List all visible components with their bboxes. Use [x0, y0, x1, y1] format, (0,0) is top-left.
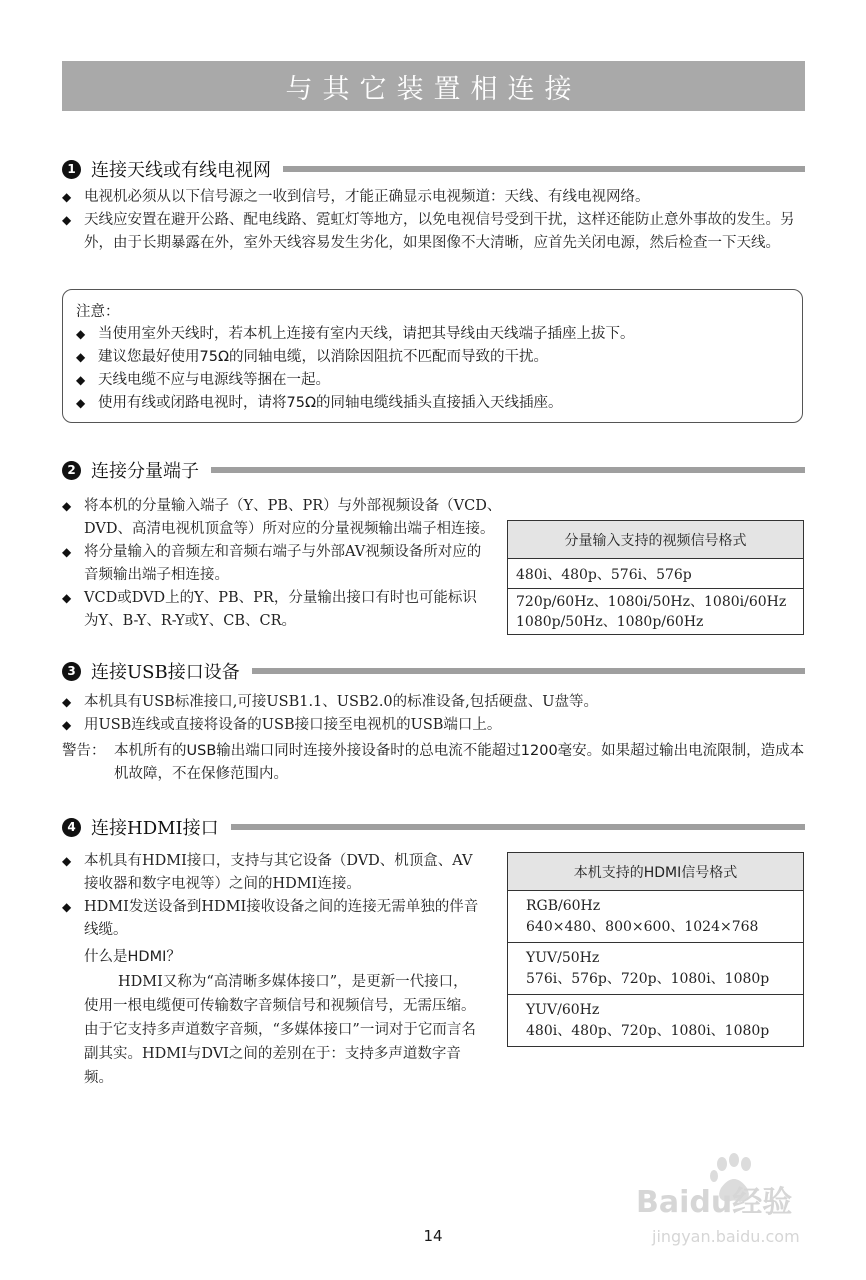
bullet-text: VCD或DVD上的Y、PB、PR，分量输出接口有时也可能标识为Y、B-Y、R-Y或Y、CB、CR。 — [84, 590, 477, 629]
hdmi-format-table — [507, 852, 804, 1047]
warning-label: 警告： — [62, 743, 106, 759]
section-divider — [252, 668, 805, 674]
section-title: 连接HDMI接口 — [91, 818, 219, 839]
section-title: 连接USB接口设备 — [91, 662, 240, 683]
diamond-bullet-icon: ◆ — [62, 213, 72, 227]
table-cell — [508, 995, 804, 1047]
bullet-text: 用USB连线或直接将设备的USB接口接至电视机的USB端口上。 — [84, 717, 502, 733]
bullet-text: 将分量输入的音频左和音频右端子与外部AV视频设备所对应的音频输出端子相连接。 — [84, 544, 482, 583]
bullet-text: 天线应安置在避开公路、配电线路、霓虹灯等地方，以免电视信号受到干扰，这样还能防止意外事故的发生。另外，由于长期暴露在外，室外天线容易发生劣化，如果图像不大清晰，应首先关闭电源，然后检查一下天线。 — [84, 212, 795, 251]
table-cell-line: 720p/60Hz、1080i/50Hz、1080i/60Hz — [516, 593, 787, 610]
hdmi-subheading: 什么是HDMI？ — [84, 949, 181, 965]
notice-text: 建议您最好使用75Ω的同轴电缆，以消除因阻抗不匹配而导致的干扰。 — [98, 349, 549, 365]
component-format-table — [507, 520, 804, 635]
page-number: 14 — [423, 1227, 443, 1245]
diamond-bullet-icon: ◆ — [62, 718, 72, 732]
section-number-badge: 1 — [62, 160, 81, 179]
watermark-url: jingyan.baidu.com — [652, 1227, 800, 1246]
list-item — [62, 186, 807, 209]
section-1-heading — [62, 158, 805, 180]
diamond-bullet-icon: ◆ — [62, 900, 72, 914]
diamond-bullet-icon: ◆ — [62, 854, 72, 868]
list-item — [62, 209, 807, 255]
table-cell-line: RGB/60Hz — [526, 897, 601, 914]
notice-text: 使用有线或闭路电视时，请将75Ω的同轴电缆线插头直接插入天线插座。 — [98, 395, 563, 411]
usb-warning — [62, 740, 807, 786]
table-cell: 480i、480p、576i、576p — [508, 559, 804, 589]
diamond-bullet-icon: ◆ — [76, 327, 86, 341]
hdmi-description: HDMI又称为“高清晰多媒体接口”，是更新一代接口，使用一根电缆便可传输数字音频信号和视频信号，无需压缩。由于它支持多声道数字音频，“多媒体接口”一词对于它而言名副其实。HDMI与DVI之间的差别在于：支持多声道数字音频。 — [84, 974, 476, 1086]
section-divider — [211, 467, 805, 473]
notice-text: 天线电缆不应与电源线等捆在一起。 — [98, 372, 330, 388]
notice-item — [76, 392, 563, 415]
diamond-bullet-icon: ◆ — [76, 350, 86, 364]
watermark-logo-text: Baidu经验 — [636, 1185, 793, 1220]
diamond-bullet-icon: ◆ — [76, 396, 86, 410]
notice-title: 注意： — [76, 304, 120, 320]
section-title: 连接天线或有线电视网 — [91, 160, 271, 181]
notice-text: 当使用室外天线时，若本机上连接有室内天线，请把其导线由天线端子插座上拔下。 — [98, 326, 635, 342]
section-title: 连接分量端子 — [91, 461, 199, 482]
notice-item — [76, 346, 548, 369]
list-item — [62, 587, 482, 633]
section-divider — [231, 824, 805, 830]
diamond-bullet-icon: ◆ — [76, 373, 86, 387]
page-title: 与其它装置相连接 — [62, 61, 805, 111]
notice-item — [76, 369, 330, 392]
section-4-heading — [62, 816, 805, 838]
section-number-badge: 2 — [62, 461, 81, 480]
list-item — [62, 541, 482, 587]
section-number-badge: 4 — [62, 818, 81, 837]
table-cell-line: 1080p/50Hz、1080p/60Hz — [516, 613, 704, 630]
table-header: 本机支持的HDMI信号格式 — [508, 853, 804, 891]
table-cell-line: YUV/60Hz — [526, 1001, 600, 1018]
notice-box — [62, 289, 803, 423]
list-item — [62, 714, 807, 737]
table-cell — [508, 943, 804, 995]
diamond-bullet-icon: ◆ — [62, 190, 72, 204]
table-cell-line: 640×480、800×600、1024×768 — [526, 918, 759, 935]
table-cell-line: YUV/50Hz — [526, 949, 600, 966]
section-divider — [283, 166, 805, 172]
table-cell — [508, 589, 804, 635]
table-header: 分量输入支持的视频信号格式 — [508, 521, 804, 559]
section-3-heading — [62, 660, 805, 682]
section-2-heading — [62, 459, 805, 481]
bullet-text: 本机具有HDMI接口，支持与其它设备（DVD、机顶盒、AV接收器和数字电视等）之间的HDMI连接。 — [84, 853, 473, 892]
section-number-badge: 3 — [62, 662, 81, 681]
table-cell-line: 576i、576p、720p、1080i、1080p — [526, 970, 770, 987]
bullet-text: 本机具有USB标准接口,可接USB1.1、USB2.0的标准设备,包括硬盘、U盘等。 — [84, 694, 598, 710]
diamond-bullet-icon: ◆ — [62, 591, 72, 605]
diamond-bullet-icon: ◆ — [62, 545, 72, 559]
bullet-text-content: 将本机的分量输入端子（Y、PB、PR）与外部视频设备（VCD、DVD、高清电视机顶盒等）所对应的分量视频输出端子相连接。 — [84, 498, 502, 537]
diamond-bullet-icon: ◆ — [62, 695, 72, 709]
diamond-bullet-icon: ◆ — [62, 499, 72, 513]
bullet-text: HDMI发送设备到HDMI接收设备之间的连接无需单独的伴音线缆。 — [84, 899, 479, 938]
list-item — [62, 691, 807, 714]
list-item — [62, 896, 482, 942]
bullet-text: 电视机必须从以下信号源之一收到信号，才能正确显示电视频道：天线、有线电视网络。 — [84, 189, 650, 205]
table-cell — [508, 891, 804, 943]
table-cell-line: 480i、480p、720p、1080i、1080p — [526, 1022, 770, 1039]
list-item — [62, 850, 482, 896]
notice-item — [76, 323, 635, 346]
warning-text: 本机所有的USB输出端口同时连接外接设备时的总电流不能超过1200毫安。如果超过输出电流限制，造成本机故障，不在保修范围内。 — [114, 743, 805, 782]
